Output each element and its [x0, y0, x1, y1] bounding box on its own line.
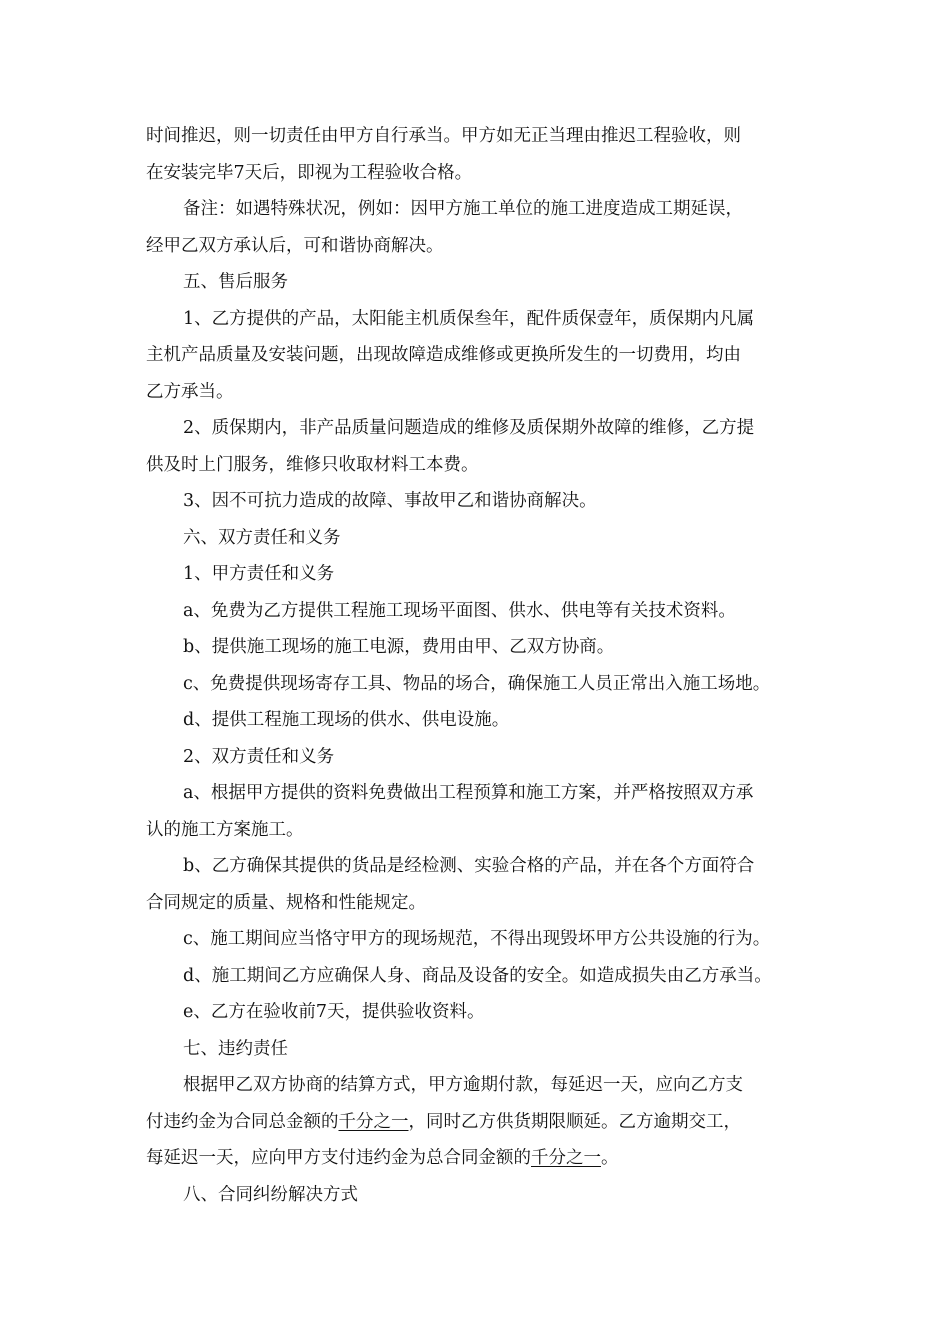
text-run: 付违约金为合同总金额的 [146, 1111, 339, 1132]
text-run: 每延迟一天，应向甲方支付违约金为总合同金额的 [146, 1148, 531, 1168]
text-line: d、施工期间乙方应确保人身、商品及设备的安全。如造成损失由乙方承当。 [183, 965, 772, 986]
text-line: 在安装完毕7天后，即视为工程验收合格。 [146, 162, 473, 183]
underlined-text: 千分之一 [338, 1111, 409, 1132]
text-line: 主机产品质量及安装问题，出现故障造成维修或更换所发生的一切费用，均由 [146, 345, 741, 365]
text-line: 时间推迟，则一切责任由甲方自行承当。甲方如无正当理由推迟工程验收，则 [146, 126, 741, 146]
section-heading: 八、合同纠纷解决方式 [183, 1184, 358, 1205]
text-line: e、乙方在验收前7天，提供验收资料。 [183, 1002, 485, 1022]
text-line: b、提供施工现场的施工电源，费用由甲、乙双方协商。 [183, 637, 615, 657]
text-line: 备注：如遇特殊状况，例如：因甲方施工单位的施工进度造成工期延误， [183, 199, 743, 219]
text-line: 经甲乙双方承认后，可和谐协商解决。 [146, 235, 444, 256]
text-line [146, 1104, 818, 1141]
text-line: 供及时上门服务，维修只收取材料工本费。 [146, 454, 479, 475]
document-page [146, 118, 818, 1213]
text-run: ，同时乙方供货期限顺延。乙方逾期交工， [408, 1111, 741, 1132]
text-line [146, 1140, 818, 1177]
text-line: 七、违约责任 [183, 1038, 288, 1059]
text-line: 1、甲方责任和义务 [183, 564, 335, 584]
text-run: 。 [601, 1148, 619, 1168]
text-line: d、提供工程施工现场的供水、供电设施。 [183, 710, 510, 730]
text-line: 根据甲乙双方协商的结算方式，甲方逾期付款，每延迟一天，应向乙方支 [183, 1075, 743, 1095]
text-line: 乙方承当。 [146, 381, 234, 402]
text-line: 认的施工方案施工。 [146, 819, 304, 840]
text-line: a、根据甲方提供的资料免费做出工程预算和施工方案，并严格按照双方承 [183, 783, 754, 803]
text-line: 1、乙方提供的产品，太阳能主机质保叁年，配件质保壹年，质保期内凡属 [183, 308, 755, 329]
text-line: 2、质保期内，非产品质量问题造成的维修及质保期外故障的维修，乙方提 [183, 418, 755, 438]
text-line: 3、因不可抗力造成的故障、事故甲乙和谐协商解决。 [183, 491, 597, 511]
text-line: c、免费提供现场寄存工具、物品的场合，确保施工人员正常出入施工场地。 [183, 673, 771, 694]
underlined-text: 千分之一 [531, 1148, 601, 1168]
text-line: a、免费为乙方提供工程施工现场平面图、供水、供电等有关技术资料。 [183, 600, 736, 621]
text-line: b、乙方确保其提供的货品是经检测、实验合格的产品，并在各个方面符合 [183, 856, 755, 876]
text-line: 2、双方责任和义务 [183, 746, 335, 767]
text-line: 五、售后服务 [183, 272, 288, 292]
document-body [146, 118, 818, 1104]
text-line: 六、双方责任和义务 [183, 527, 341, 548]
text-line: c、施工期间应当恪守甲方的现场规范，不得出现毁坏甲方公共设施的行为。 [183, 929, 771, 949]
text-line: 合同规定的质量、规格和性能规定。 [146, 892, 426, 913]
